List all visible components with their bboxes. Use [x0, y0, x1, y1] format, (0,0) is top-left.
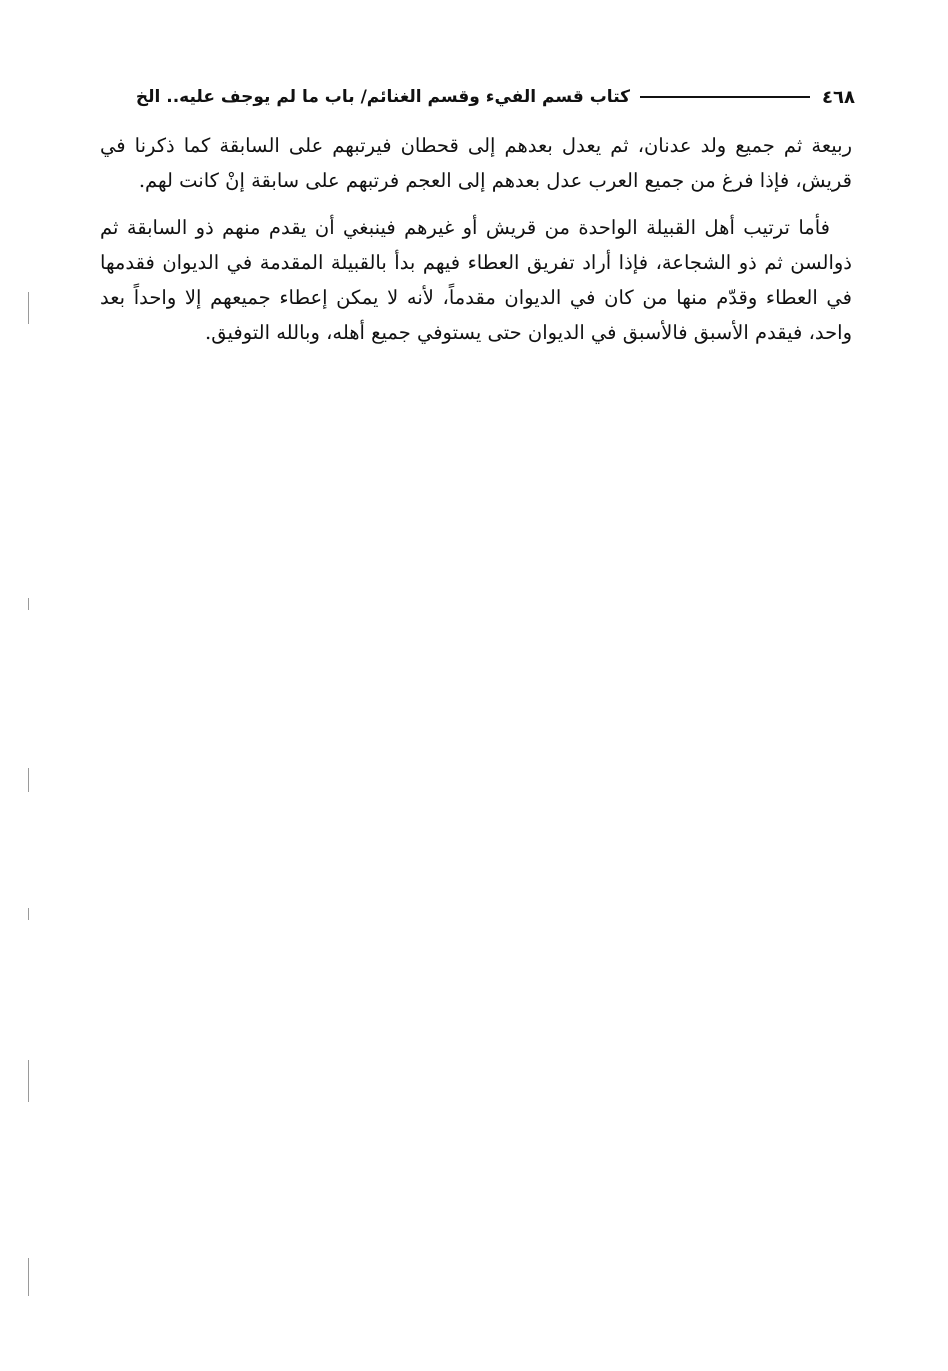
paragraph: ربيعة ثم جميع ولد عدنان، ثم يعدل بعدهم إلى قحطان فيرتبهم على السابقة كما ذكرنا في قريش، فإذا فرغ من جميع العرب عدل بعدهم إلى العجم فرتبهم على سابقة إنْ كانت لهم.: [100, 134, 852, 192]
scan-mark: [28, 908, 29, 920]
paragraph: فأما ترتيب أهل القبيلة الواحدة من قريش أو غيرهم فينبغي أن يقدم منهم ذو السابقة ثم ذوالسن ثم ذو الشجاعة، فإذا أراد تفريق العطاء فيهم بدأ بالقبيلة المقدمة في الديوان فقدمها في العطاء وقدّم منها من كان في الديوان مقدماً، لأنه لا يمكن إعطاء جميعهم إلا واحداً بعد واحد، فيقدم الأسبق فالأسبق في الديوان حتى يستوفي جميع أهله، وبالله التوفيق.: [100, 216, 852, 344]
running-title: كتاب قسم الفيء وقسم الغنائم/ باب ما لم يوجف عليه.. الخ: [135, 87, 631, 107]
body-text: [100, 128, 852, 350]
scan-mark: [28, 1060, 29, 1102]
scan-mark: [28, 598, 29, 610]
scan-mark: [28, 768, 29, 792]
header-rule: [640, 96, 810, 98]
page-number: ٤٦٨: [822, 86, 855, 108]
scan-mark: [28, 1258, 29, 1296]
page-header: [95, 80, 855, 114]
scan-margin-marks: [28, 0, 32, 1371]
scan-mark: [28, 292, 29, 324]
